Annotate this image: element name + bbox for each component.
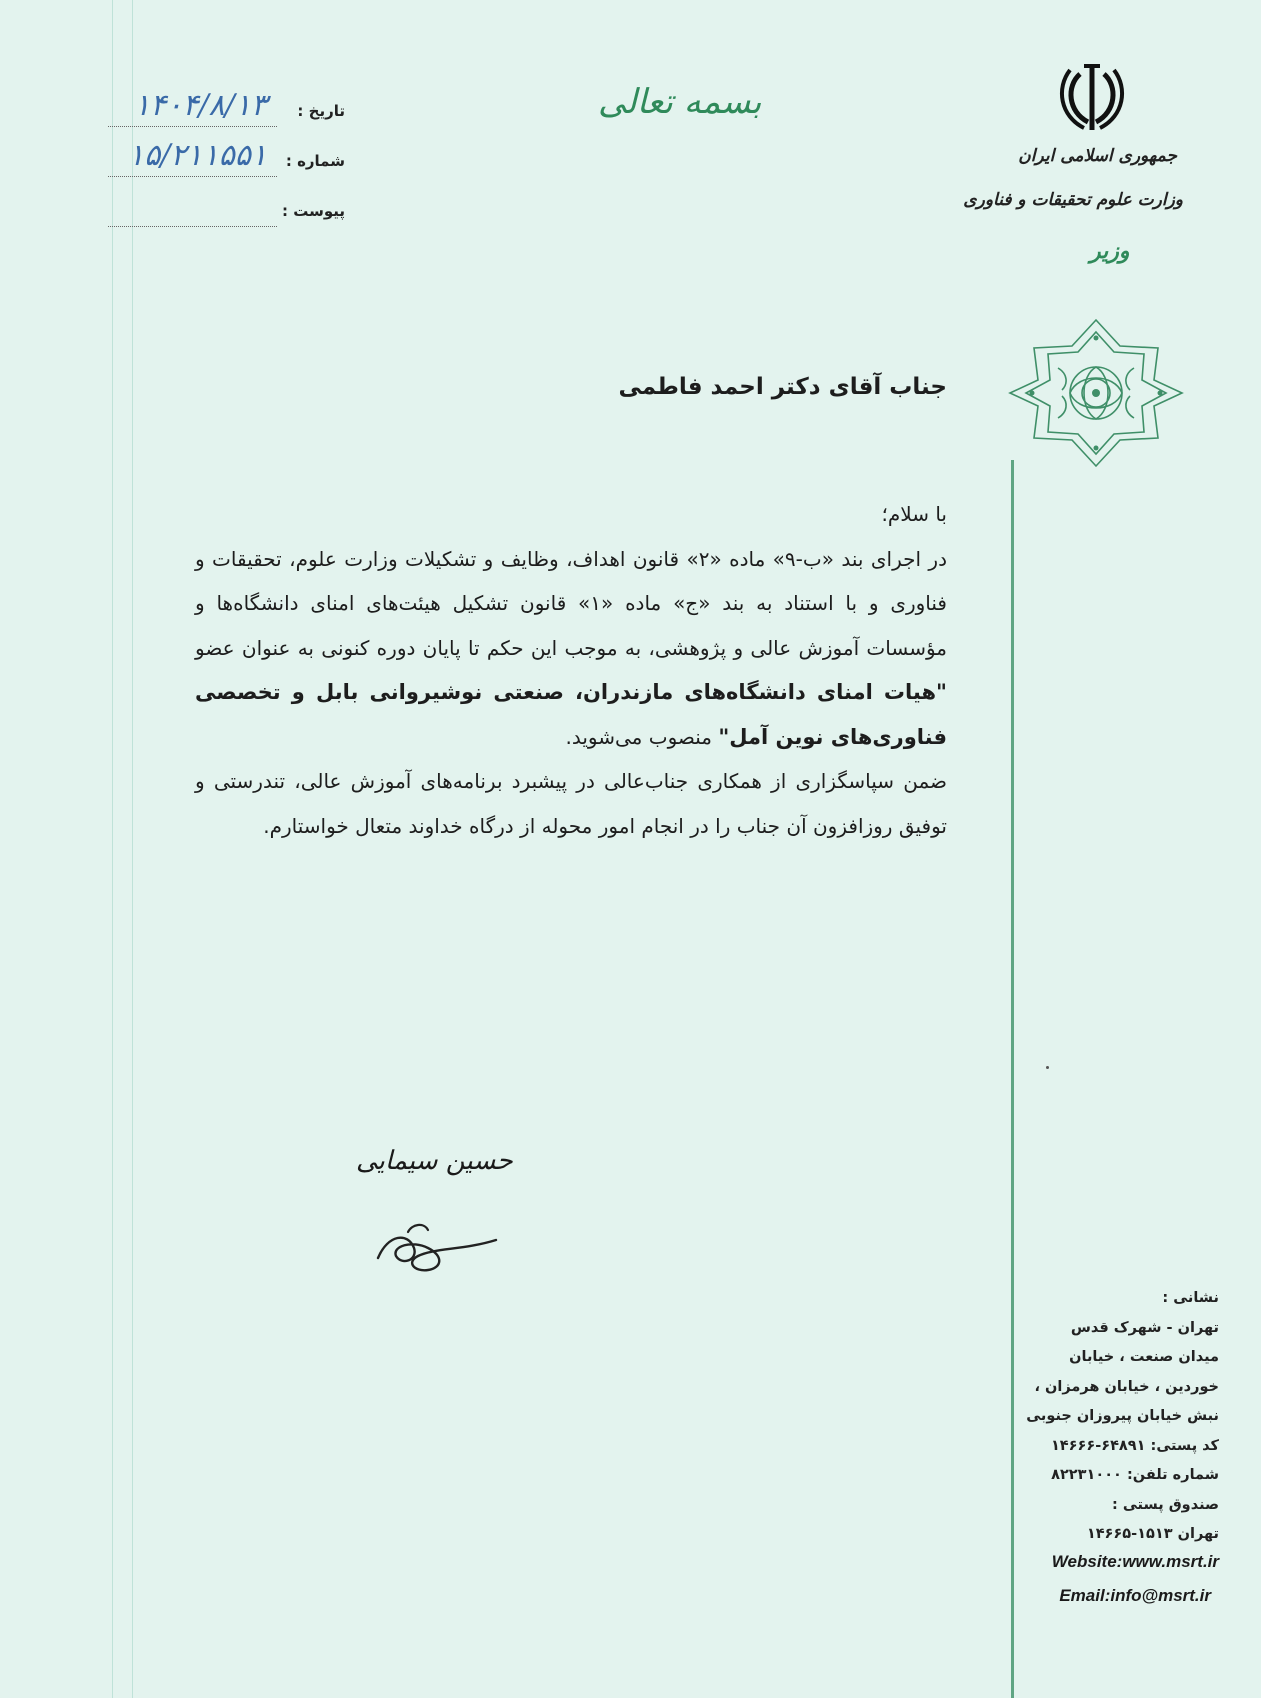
- letter-body: [195, 492, 947, 848]
- invocation-text: بسمه تعالی: [598, 82, 762, 122]
- website-link[interactable]: Website:www.msrt.ir: [1051, 1552, 1219, 1571]
- emblem-icon: [1058, 60, 1126, 134]
- ministry-name: وزارت علوم تحقیقات و فناوری: [963, 190, 1183, 210]
- address-line: شماره تلفن: ۸۲۲۳۱۰۰۰: [1051, 1467, 1219, 1483]
- attachment-label: پیوست :: [281, 202, 345, 220]
- signer-name: حسین سیمایی: [356, 1146, 513, 1176]
- country-name: جمهوری اسلامی ایران: [1018, 146, 1177, 166]
- date-label: تاریخ :: [297, 102, 345, 120]
- margin-line: [112, 0, 113, 1698]
- date-line: [108, 126, 277, 127]
- number-value: ۱۵/۲۱۱۵۵۱: [127, 138, 267, 173]
- attachment-line: [108, 226, 277, 227]
- address-line: کد پستی: ۶۴۸۹۱-۱۴۶۶۶: [1050, 1437, 1219, 1454]
- address-line: نشانی :: [1162, 1290, 1219, 1306]
- address-line: خوردین ، خیابان هرمزان ،: [1034, 1378, 1219, 1395]
- number-label: شماره :: [285, 152, 345, 170]
- date-value: ۱۴۰۴/۸/۱۳: [133, 88, 267, 123]
- address-block: [989, 1284, 1219, 1550]
- paragraph-thanks: ضمن سپاسگزاری از همکاری جناب‌عالی در پیشبرد برنامه‌های آموزش عالی، تندرستی و توفیق روزافزون آن جناب را در انجام امور محوله از درگاه خداوند متعال خواستارم.: [195, 769, 947, 838]
- address-line: تهران - شهرک قدس: [1070, 1319, 1219, 1336]
- number-line: [108, 176, 277, 177]
- address-line: میدان صنعت ، خیابان: [1069, 1349, 1219, 1365]
- date-row: [100, 88, 345, 132]
- greeting: با سلام؛: [881, 502, 947, 526]
- recipient-line: جناب آقای دکتر احمد فاطمی: [618, 374, 947, 400]
- margin-line: [132, 0, 133, 1698]
- address-line: صندوق پستی :: [1112, 1496, 1219, 1513]
- appointment-end: منصوب می‌شوید.: [565, 724, 712, 749]
- attachment-row: [100, 192, 345, 232]
- appointment-text: در اجرای بند «ب-۹» ماده «۲» قانون اهداف، وظایف و تشکیلات وزارت علوم، تحقیقات و فناوری و با استناد به بند «ج» ماده «۱» قانون تشکیل هیئت‌های امنای دانشگاه‌ها و مؤسسات آموزش عالی و پژوهشی، به موجب این حکم تا پایان دوره کنونی به عنوان عضو: [195, 546, 947, 660]
- email-link[interactable]: Email:info@msrt.ir: [1059, 1586, 1211, 1605]
- paragraph-appointment: [195, 537, 947, 760]
- address-line: تهران ۱۵۱۳-۱۴۶۶۵: [1086, 1526, 1219, 1542]
- address-line: نبش خیابان پیروزان جنوبی: [1026, 1408, 1219, 1424]
- signature-icon: [368, 1214, 500, 1278]
- mark-dot: [1046, 1066, 1049, 1069]
- ornament-icon: [1008, 318, 1184, 468]
- minister-title: وزیر: [1090, 238, 1130, 264]
- board-names: "هیات امنای دانشگاه‌های مازندران، صنعتی نوشیروانی بابل و تخصصی فناوری‌های نوین آمل": [195, 680, 947, 749]
- number-row: [100, 138, 345, 182]
